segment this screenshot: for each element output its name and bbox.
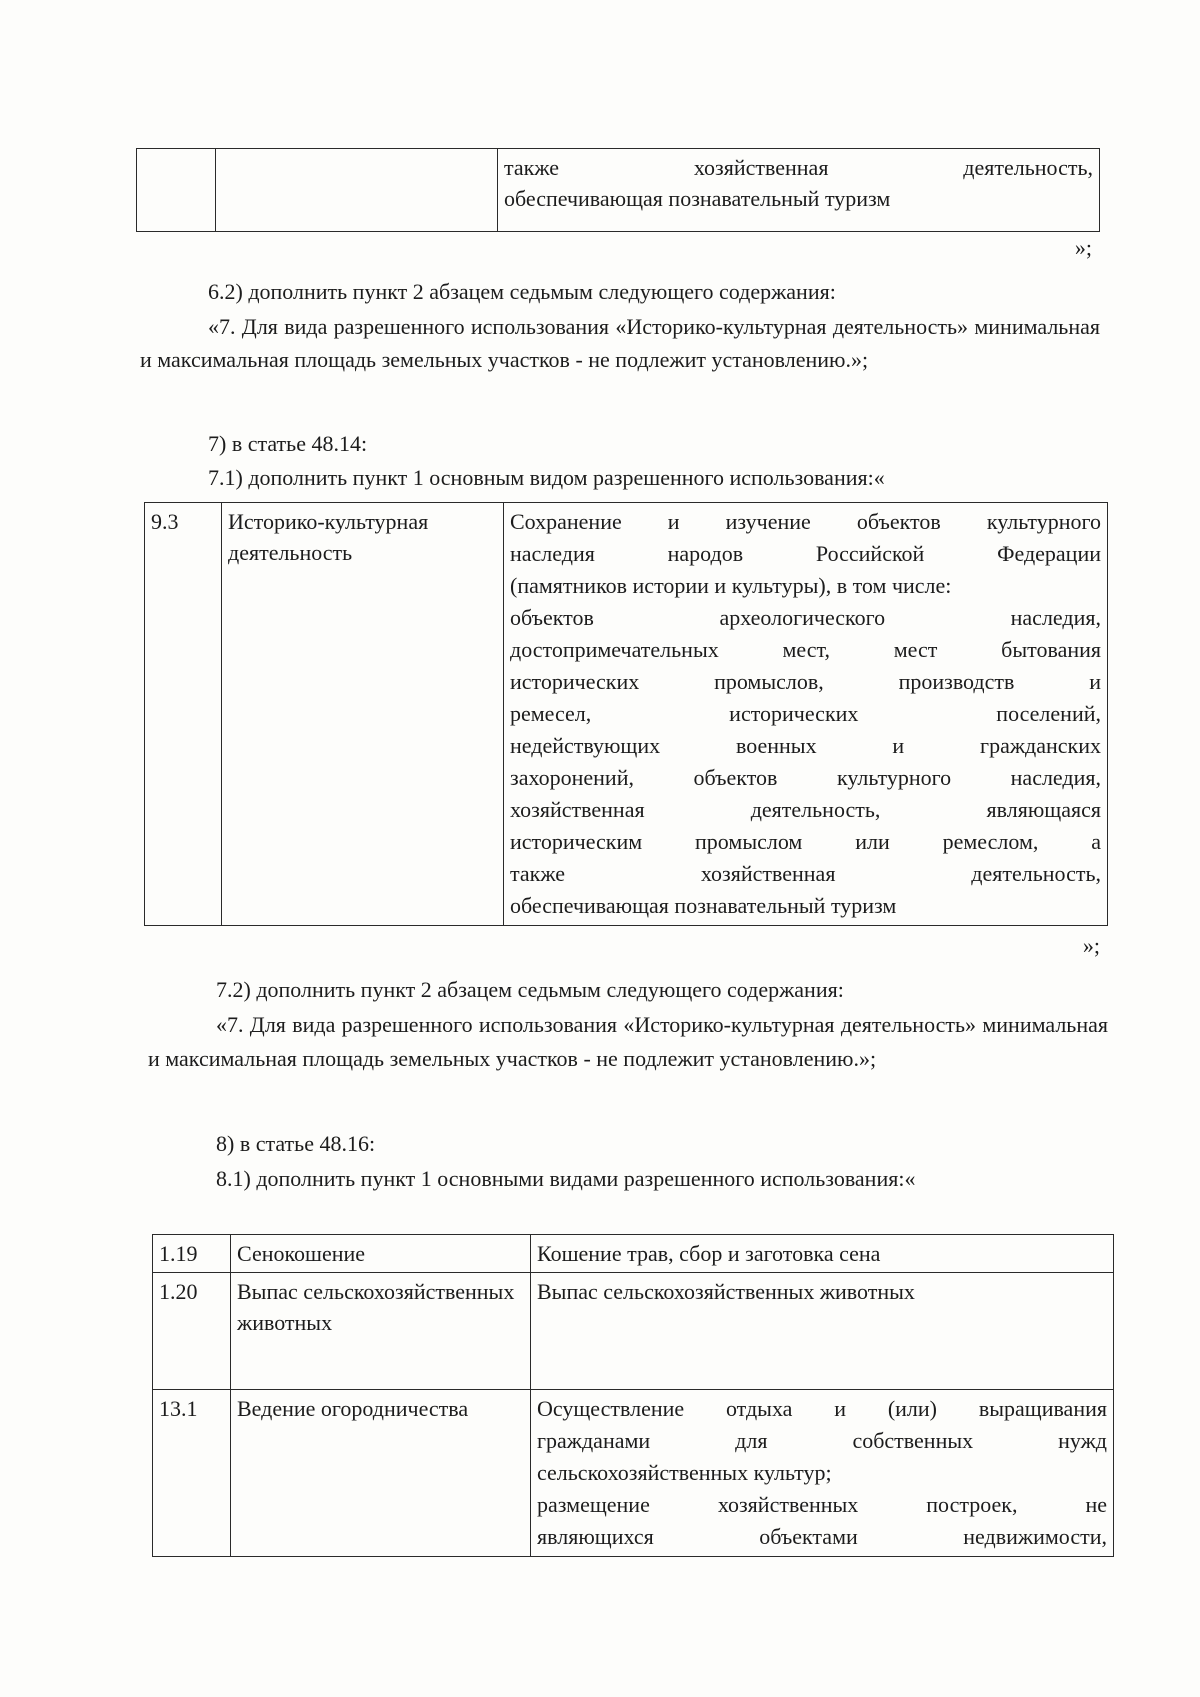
cell-description xyxy=(531,1235,1114,1273)
cell-description xyxy=(504,503,1108,926)
cell-name xyxy=(216,149,498,232)
table-row xyxy=(137,149,1100,232)
cell-name: Выпас сельскохозяйственных животных xyxy=(231,1273,531,1390)
description-line: захоронений, объектов культурного наследия, xyxy=(510,765,1101,790)
description-line: гражданами для собственных нужд xyxy=(537,1428,1107,1453)
table-row xyxy=(153,1273,1114,1390)
cell-description xyxy=(498,149,1100,232)
description-line: объектов археологического наследия, xyxy=(510,605,1101,630)
cell-name: Ведение огородничества xyxy=(231,1390,531,1557)
description-line: обеспечивающая познавательный туризм xyxy=(504,186,891,211)
description-line: размещение хозяйственных построек, не xyxy=(537,1492,1107,1517)
description-line: также хозяйственная деятельность, xyxy=(510,861,1101,886)
description-line: Выпас сельскохозяйственных животных xyxy=(537,1279,915,1304)
table-row xyxy=(145,503,1108,926)
description-line: сельскохозяйственных культур; xyxy=(537,1460,832,1485)
description-line: также хозяйственная деятельность, xyxy=(504,155,1093,180)
description-line: обеспечивающая познавательный туризм xyxy=(510,893,897,918)
description-line: Осуществление отдыха и (или) выращивания xyxy=(537,1396,1107,1421)
description-line: исторических промыслов, производств и xyxy=(510,669,1101,694)
cell-name: Сенокошение xyxy=(231,1235,531,1273)
table-article-48-16 xyxy=(152,1234,1114,1557)
description-line: недействующих военных и гражданских xyxy=(510,733,1101,758)
cell-code: 13.1 xyxy=(153,1390,231,1557)
quote-7-2: «7. Для вида разрешенного использования «Историко-культурная деятельность» минимальная и максимальная площадь земельных участков - не подлежит установлению.»; xyxy=(148,1012,1108,1071)
description-line: Сохранение и изучение объектов культурного xyxy=(510,509,1101,534)
table-row xyxy=(153,1235,1114,1273)
description-line: являющихся объектами недвижимости, xyxy=(537,1524,1107,1549)
table-close-mark: »; xyxy=(1082,933,1100,958)
paragraph-7: 7) в статье 48.14: xyxy=(208,431,368,456)
description-line: ремесел, исторических поселений, xyxy=(510,701,1101,726)
cell-description xyxy=(531,1390,1114,1557)
description-line: наследия народов Российской Федерации xyxy=(510,541,1101,566)
description-line: хозяйственная деятельность, являющаяся xyxy=(510,797,1101,822)
description-line: достопримечательных мест, мест бытования xyxy=(510,637,1101,662)
table-article-48-14 xyxy=(144,502,1108,926)
cell-code: 1.20 xyxy=(153,1273,231,1390)
cell-code: 9.3 xyxy=(145,503,222,926)
table-row xyxy=(153,1390,1114,1557)
paragraph-6-2: 6.2) дополнить пункт 2 абзацем седьмым следующего содержания: xyxy=(208,279,836,304)
paragraph-7-1: 7.1) дополнить пункт 1 основным видом разрешенного использования:« xyxy=(208,465,885,490)
paragraph-8: 8) в статье 48.16: xyxy=(216,1131,376,1156)
description-line: историческим промыслом или ремеслом, а xyxy=(510,829,1101,854)
description-line: (памятников истории и культуры), в том числе: xyxy=(510,573,952,598)
table-close-mark: »; xyxy=(1074,235,1092,260)
cell-description xyxy=(531,1273,1114,1390)
paragraph-7-2: 7.2) дополнить пункт 2 абзацем седьмым следующего содержания: xyxy=(216,977,844,1002)
cell-name: Историко-культурная деятельность xyxy=(222,503,504,926)
paragraph-8-1: 8.1) дополнить пункт 1 основными видами разрешенного использования:« xyxy=(216,1166,916,1191)
cell-code xyxy=(137,149,216,232)
quote-6-2: «7. Для вида разрешенного использования «Историко-культурная деятельность» минимальная и максимальная площадь земельных участков - не подлежит установлению.»; xyxy=(140,314,1100,372)
cell-code: 1.19 xyxy=(153,1235,231,1273)
table-continuation xyxy=(136,148,1100,232)
description-line: Кошение трав, сбор и заготовка сена xyxy=(537,1241,881,1266)
